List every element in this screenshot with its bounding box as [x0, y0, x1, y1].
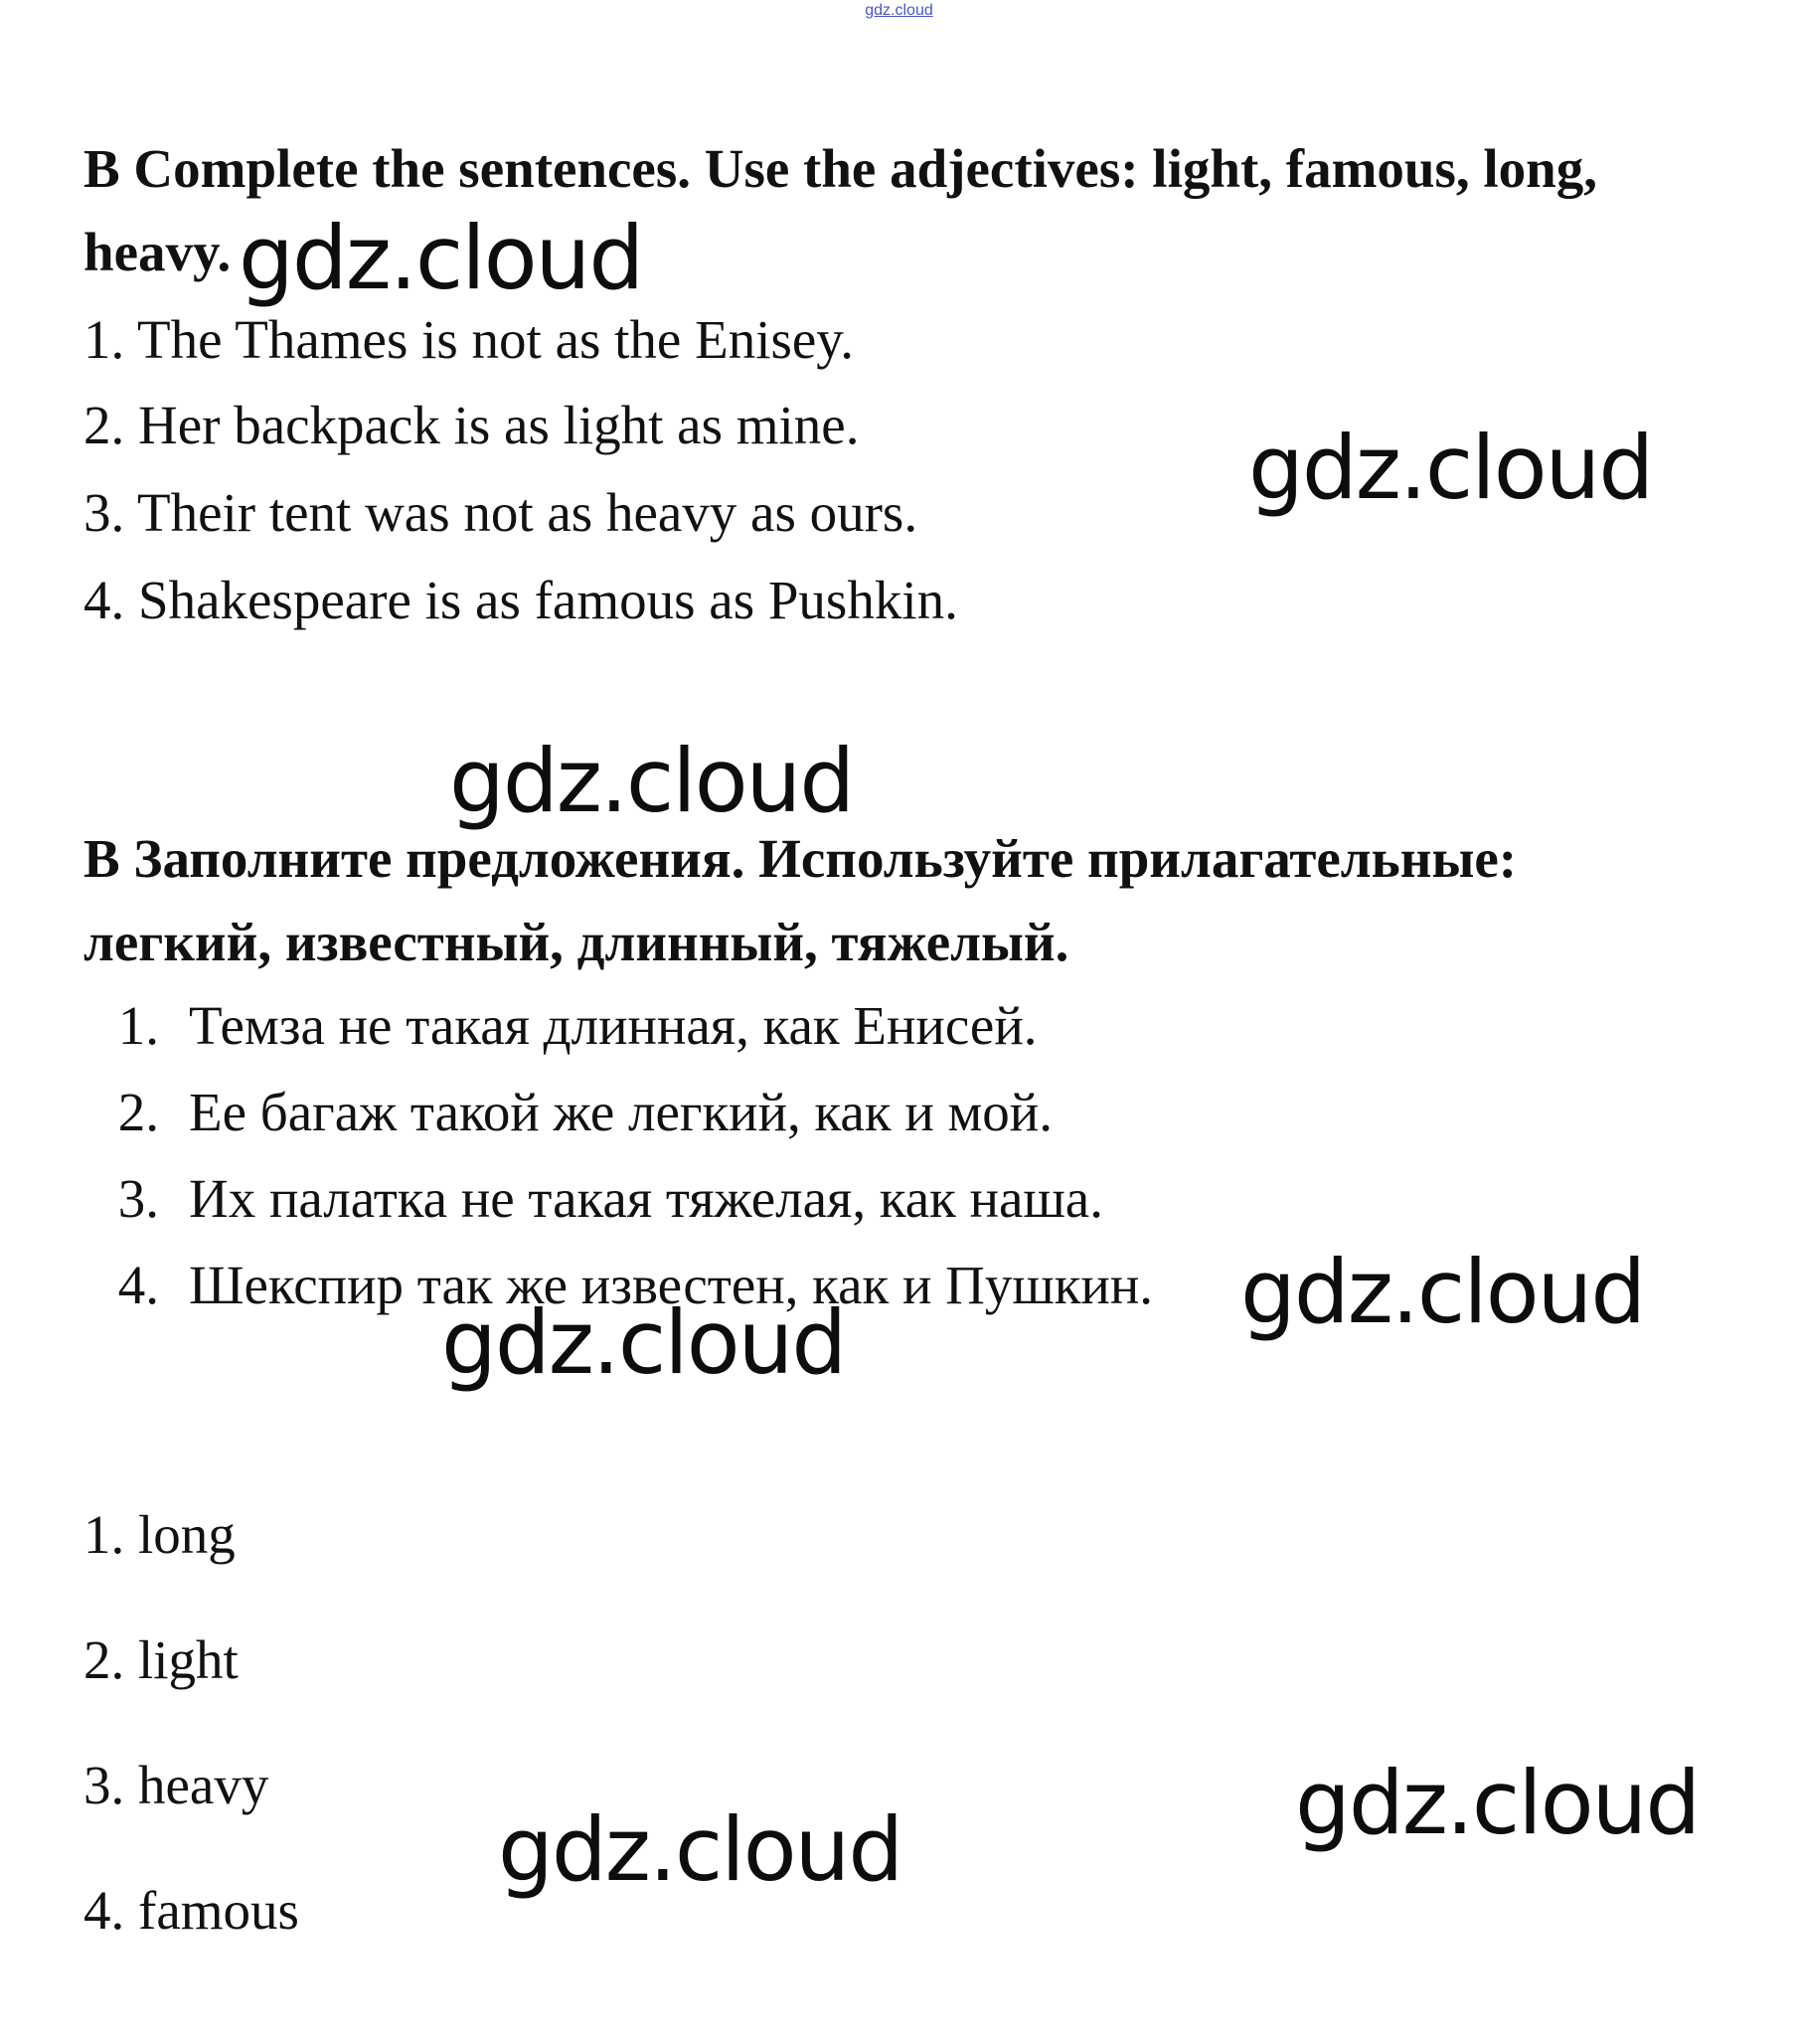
answer-3: 3. heavy: [83, 1755, 269, 1815]
list-number: 3.: [117, 1168, 159, 1229]
watermark: gdz.cloud: [1295, 1752, 1700, 1854]
list-number: 4.: [117, 1255, 159, 1315]
watermark: gdz.cloud: [1248, 417, 1653, 519]
russian-list-item: [83, 1081, 1053, 1144]
english-sentence-1: 1. The Thames is not as the Enisey.: [83, 309, 854, 370]
watermark: gdz.cloud: [498, 1798, 902, 1901]
answer-1: 1. long: [83, 1504, 236, 1565]
list-item-text: Шекспир так же известен, как и Пушкин.: [189, 1255, 1154, 1315]
list-number: 1.: [117, 995, 159, 1056]
russian-heading-line2: легкий, известный, длинный, тяжелый.: [83, 912, 1069, 972]
watermark: gdz.cloud: [449, 730, 854, 832]
english-heading-line1: B Complete the sentences. Use the adjectives: light, famous, long,: [83, 138, 1598, 199]
watermark: gdz.cloud: [239, 207, 643, 309]
english-sentence-3: 3. Their tent was not as heavy as ours.: [83, 482, 918, 543]
english-sentence-4: 4. Shakespeare is as famous as Pushkin.: [83, 570, 958, 630]
list-number: 2.: [117, 1082, 159, 1142]
english-sentence-2: 2. Her backpack is as light as mine.: [83, 395, 860, 455]
list-item-text: Темза не такая длинная, как Енисей.: [189, 995, 1038, 1056]
list-item-text: Их палатка не такая тяжелая, как наша.: [189, 1168, 1103, 1229]
russian-list-item: [83, 994, 1038, 1058]
watermark: gdz.cloud: [1240, 1241, 1645, 1343]
answer-4: 4. famous: [83, 1880, 299, 1941]
top-watermark-link[interactable]: gdz.cloud: [865, 2, 933, 19]
answer-2: 2. light: [83, 1629, 239, 1690]
watermark: gdz.cloud: [441, 1291, 846, 1394]
list-item-text: Ее багаж такой же легкий, как и мой.: [189, 1082, 1053, 1142]
russian-list-item: [83, 1167, 1103, 1231]
russian-heading-line1: В Заполните предложения. Используйте прилагательные:: [83, 828, 1518, 889]
english-heading-line2: heavy.: [83, 222, 232, 282]
